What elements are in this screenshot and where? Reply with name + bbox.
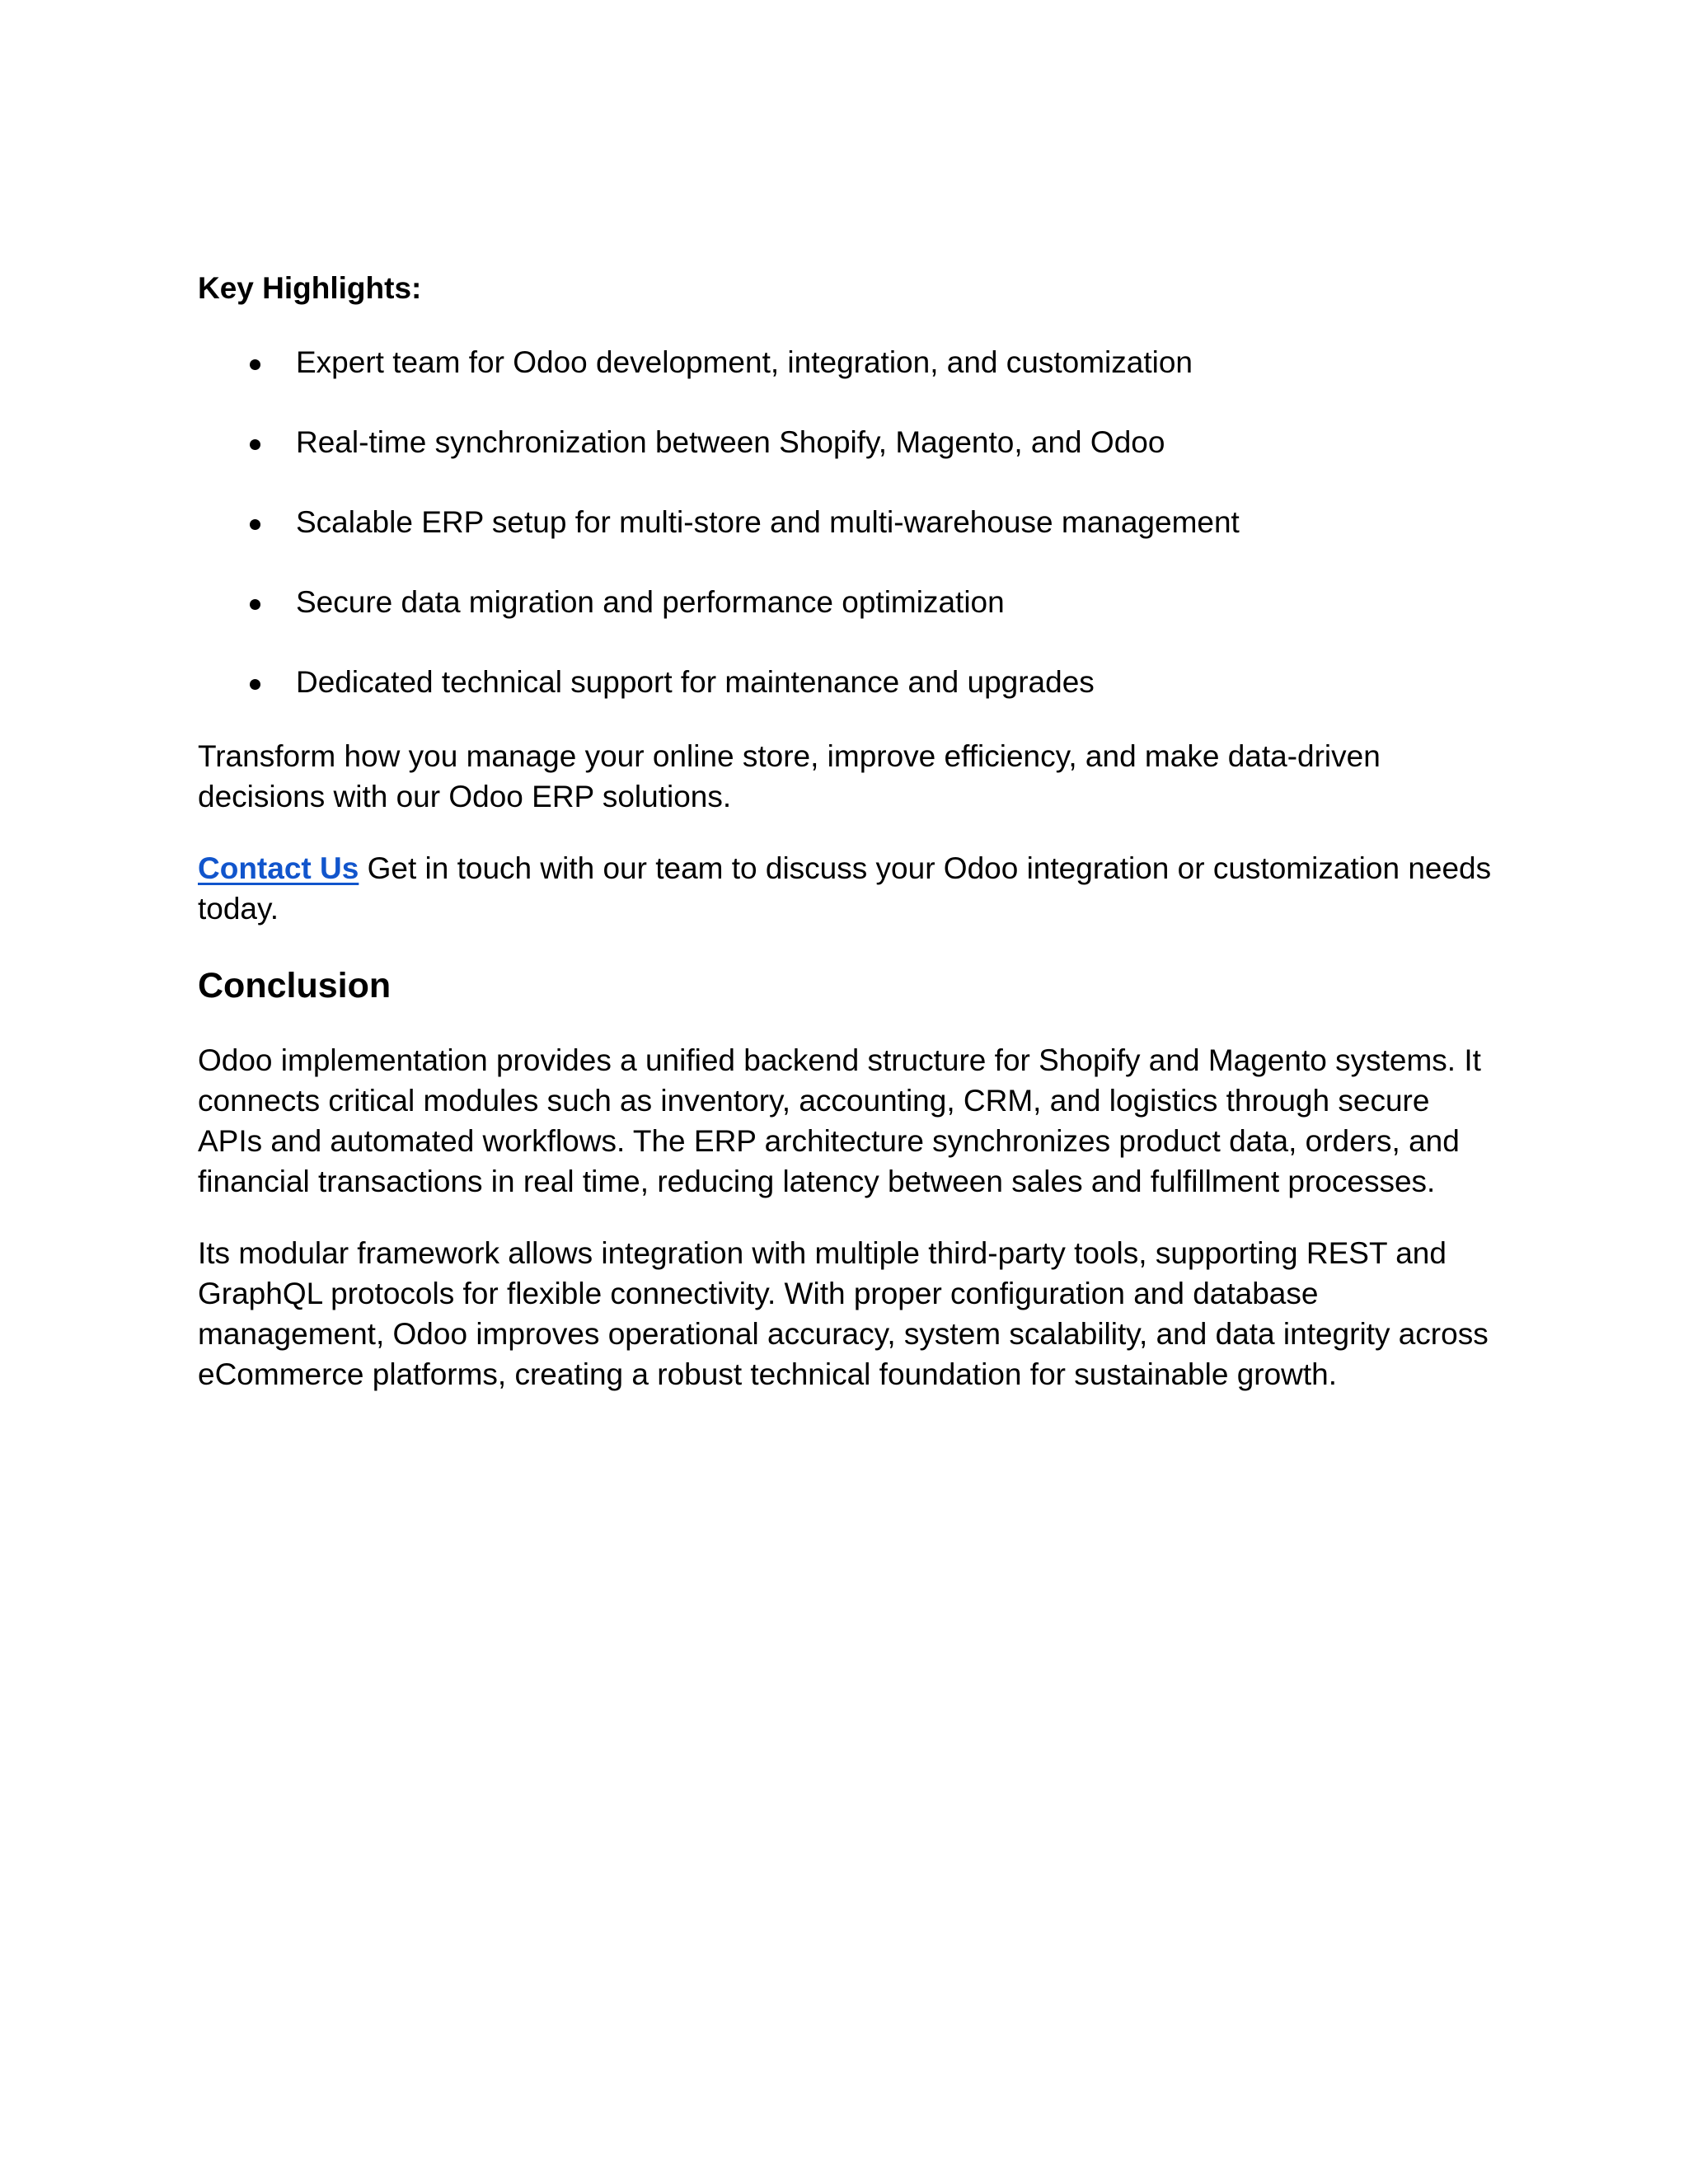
bullet-icon bbox=[250, 359, 260, 370]
list-item bbox=[198, 343, 1500, 382]
list-item-text: Secure data migration and performance optimization bbox=[296, 585, 1005, 619]
list-item-text: Real-time synchronization between Shopify, Magento, and Odoo bbox=[296, 425, 1165, 459]
conclusion-paragraph: Its modular framework allows integration with multiple third-party tools, supporting REST and GraphQL protocols for flexible connectivity. With proper configuration and database management, Odoo improves operational accuracy, system scalability, and data integrity across eCommerce platforms, creating a robust technical foundation for sustainable growth. bbox=[198, 1236, 1489, 1391]
document-content bbox=[198, 269, 1500, 1394]
contact-paragraph bbox=[198, 848, 1500, 929]
conclusion-heading: Conclusion bbox=[198, 966, 392, 1005]
list-item bbox=[198, 423, 1500, 462]
transform-paragraph: Transform how you manage your online store, improve efficiency, and make data-driven decisions with our Odoo ERP solutions. bbox=[198, 739, 1381, 813]
list-item-text: Dedicated technical support for maintenance and upgrades bbox=[296, 665, 1095, 699]
list-item-text: Expert team for Odoo development, integration, and customization bbox=[296, 345, 1193, 379]
list-item bbox=[198, 503, 1500, 542]
bullet-icon bbox=[250, 519, 260, 530]
contact-us-link[interactable]: Contact Us bbox=[198, 851, 359, 885]
highlights-list bbox=[198, 343, 1500, 702]
list-item bbox=[198, 583, 1500, 622]
list-item bbox=[198, 663, 1500, 702]
key-highlights-heading: Key Highlights: bbox=[198, 271, 422, 305]
bullet-icon bbox=[250, 679, 260, 690]
bullet-icon bbox=[250, 439, 260, 450]
bullet-icon bbox=[250, 599, 260, 610]
conclusion-paragraph: Odoo implementation provides a unified backend structure for Shopify and Magento systems. It connects critical modules such as inventory, accounting, CRM, and logistics through secure APIs and automated workflows. The ERP architecture synchronizes product data, orders, and financial transactions in real time, reducing latency between sales and fulfillment processes. bbox=[198, 1043, 1481, 1198]
contact-text: Get in touch with our team to discuss your Odoo integration or customization needs today. bbox=[198, 851, 1492, 926]
list-item-text: Scalable ERP setup for multi-store and multi-warehouse management bbox=[296, 505, 1240, 539]
